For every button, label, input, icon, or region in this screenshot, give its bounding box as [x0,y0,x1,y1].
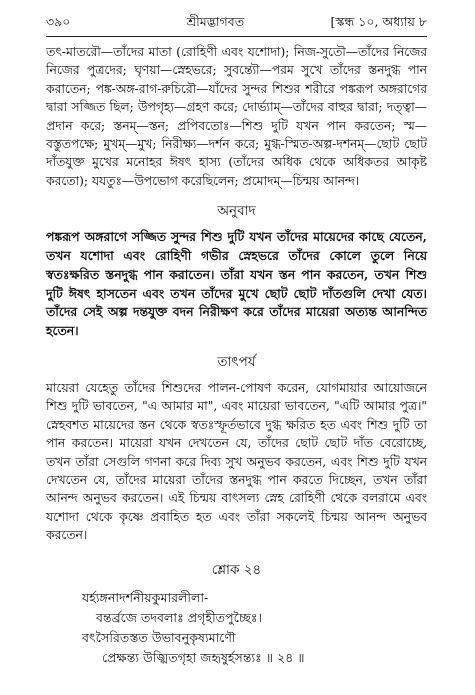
verse-heading: শ্লোক ২৪ [211,561,262,578]
verse-line: বৎসৈরিতস্তত উভাবনুকৃষ্যমাণৌ [82,629,236,645]
purport-text: মায়েরা যেহেতু তাঁদের শিশুদের পালন-পোষণ করেন, যোগমায়ার আয়োজনে শিশু দুটি ভাবতেন, "এ আমার মা", এবং মায়েরা ভাবতেন, "এটি আমার পুত্র।" স্নেহবশত মায়েদের স্তন থেকে স্বতঃস্ফূর্তভাবে দুগ্ধ ক্ষরিত হত এবং শিশু দুটি তা পান করতেন। মায়েরা যখন দেখতেন যে, তাঁদের ছোট ছোট দাঁত বেরোচ্ছে, তখন তাঁরা সেগুলি গণনা করে দিব্য সুখ অনুভব করতেন, এবং শিশু দুটি যখন দেখতেন যে, তাঁদের মায়েরা তাঁদের স্তনদুগ্ধ পান করতে দিচ্ছেন, তখন তাঁরা আনন্দ অনুভব করতেন। এই চিন্ময় বাৎসল্য স্নেহ রোহিণী থেকে বলরামে এবং যশোদা থেকে কৃষ্ণে প্রবাহিত হত এবং তাঁরা সকলেই চিন্ময় আনন্দ অনুভব করতেন। [46,381,427,543]
header-rule [46,36,427,37]
verse-line: বন্তর্ব্রজে তদবলাঃ প্রগৃহীতপুচ্ছৈঃ। [96,609,263,625]
page-header [46,14,427,36]
word-meanings: তৎ-মাতরৌ—তাঁদের মাতা (রোহিণী এবং যশোদা); নিজ-সুতৌ—তাঁদের নিজের নিজের পুত্রদের; ঘৃণয়া—স্নেহভরে; সুবন্ত্যৌ—পরম সুখে তাঁদের স্তনদুগ্ধ পান করাতেন; পঙ্ক-অঙ্গ-রাগ-রুচিরৌ—যাঁদের সুন্দর শিশুর শরীরে পঙ্করূপ অঙ্গরাগের দ্বারা সজ্জিত ছিল; উপগৃহ্য—গ্রহণ করে; দোর্ভ্যাম্—তাঁদের বাহুর দ্বারা; দত্ত্বা—প্রদান করে; স্তনম্—স্তন; প্রপিবতোঃ—শিশু দুটি যখন পান করতেন; স্ম—বস্তুতপক্ষে; মুখম্—মুখ; নিরীক্ষ্য—দর্শন করে; মুগ্ধ-স্মিত-অল্প-দশনম্—ছোট ছোট দাঁতযুক্ত মুখের মনোহর ঈষৎ হাস্য (তাঁদের অধিক থেকে অধিকতর আকৃষ্ট করতো); যযতুঃ—উপভোগ করেছিলেন; প্রমোদম্—চিন্ময় আনন্দ। [46,45,427,188]
translation-text: পঙ্করূপ অঙ্গরাগে সজ্জিত সুন্দর শিশু দুটি যখন তাঁদের মায়েদের কাছে যেতেন, তখন যশোদা এবং রোহিণী গভীর স্নেহভরে তাঁদের কোলে তুলে নিয়ে স্বতঃক্ষরিত স্তনদুগ্ধ পান করাতেন। তাঁরা যখন স্তন পান করতেন, তখন শিশু দুটি ঈষৎ হাসতেন এবং তখন তাঁদের মুখে ছোট ছোট দাঁতগুলি দেখা যেত। তাঁদের সেই অল্প দন্তযুক্ত বদন নিরীক্ষণ করে তাঁদের মায়েরা অত্যন্ত আনন্দিত হতেন। [46,229,427,339]
book-title: শ্রীমদ্ভাগবত [186,14,245,29]
translation-heading: অনুবাদ [217,203,256,220]
page-number: ৩৯০ [46,14,71,29]
purport-heading: তাৎপর্য [217,354,256,371]
chapter-reference: [স্কন্ধ ১০, অধ্যায় ৮ [330,14,427,29]
verse-line: প্রেক্ষন্ত্য উজ্ঝিতগৃহা জহৃষুর্হসন্ত্যঃ ॥ ২৪ ॥ [102,649,305,665]
verse-line: যর্হ্যঙ্গনাদর্শনীয়কুমারলীলা- [82,589,209,605]
